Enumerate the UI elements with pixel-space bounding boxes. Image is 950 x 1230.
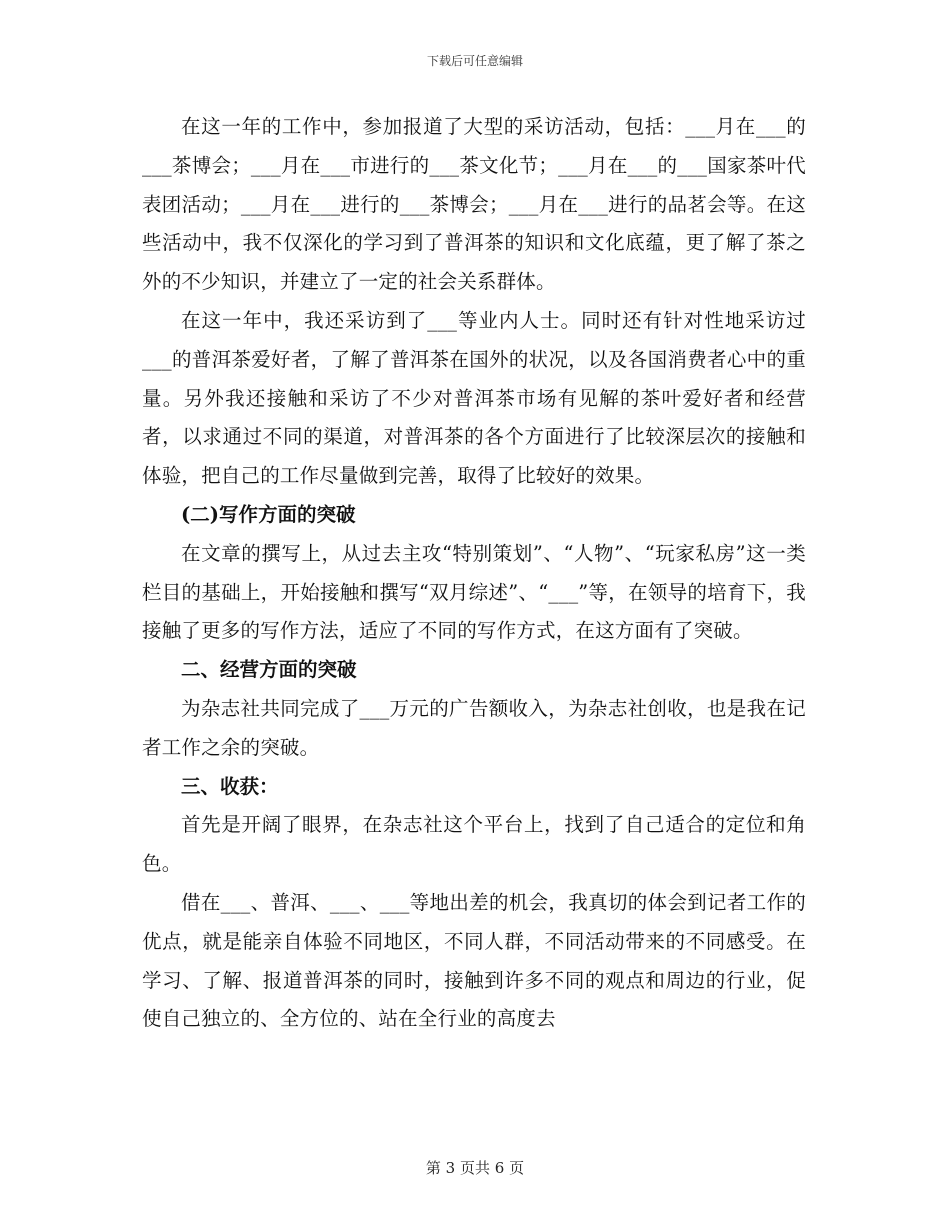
paragraph-interview-activities: 在这一年的工作中，参加报道了大型的采访活动，包括：___月在___的___茶博会；___月在___市进行的___茶文化节；___月在___的___国家茶叶代表团活动；___月在___进行的___茶博会；___月在___进行的品茗会等。在这些活动中，我不仅深化的学习到了普洱茶的知识和文化底蕴，更了解了茶之外的不少知识，并建立了一定的社会关系群体。 <box>142 115 806 294</box>
paragraph-interviewees: 在这一年中，我还采访到了___等业内人士。同时还有针对性地采访过___的普洱茶爱好者，了解了普洱茶在国外的状况，以及各国消费者心中的重量。另外我还接触和采访了不少对普洱茶市场有见解的茶叶爱好者和经营者，以求通过不同的渠道，对普洱茶的各个方面进行了比较深层次的接触和体验，把自己的工作尽量做到完善，取得了比较好的效果。 <box>142 308 806 488</box>
page-header: 下载后可任意编辑 <box>426 54 523 68</box>
document-body <box>142 108 806 1039</box>
heading-gains: 三、收获： <box>181 774 279 798</box>
paragraph-writing: 在文章的撰写上，从过去主攻“特别策划”、“人物”、“玩家私房”这一类栏目的基础上，开始接触和撰写“双月综述”、“___”等，在领导的培育下，我接触了更多的写作方法，适应了不同的写作方式，在这方面有了突破。 <box>142 541 806 643</box>
paragraph-gains-horizon: 首先是开阔了眼界，在杂志社这个平台上，找到了自己适合的定位和角色。 <box>142 813 806 876</box>
paragraph-business: 为杂志社共同完成了___万元的广告额收入，为杂志社创收，也是我在记者工作之余的突破。 <box>142 696 806 759</box>
heading-business-breakthrough: 二、经营方面的突破 <box>181 658 357 682</box>
paragraph-gains-travel: 借在___、普洱、___、___等地出差的机会，我真切的体会到记者工作的优点，就是能亲自体验不同地区，不同人群，不同活动带来的不同感受。在学习、了解、报道普洱茶的同时，接触到许多不同的观点和周边的行业，促使自己独立的、全方位的、站在全行业的高度去 <box>142 890 806 1031</box>
page-number: 第 3 页共 6 页 <box>425 1159 525 1177</box>
heading-writing-breakthrough: (二)写作方面的突破 <box>181 502 356 526</box>
